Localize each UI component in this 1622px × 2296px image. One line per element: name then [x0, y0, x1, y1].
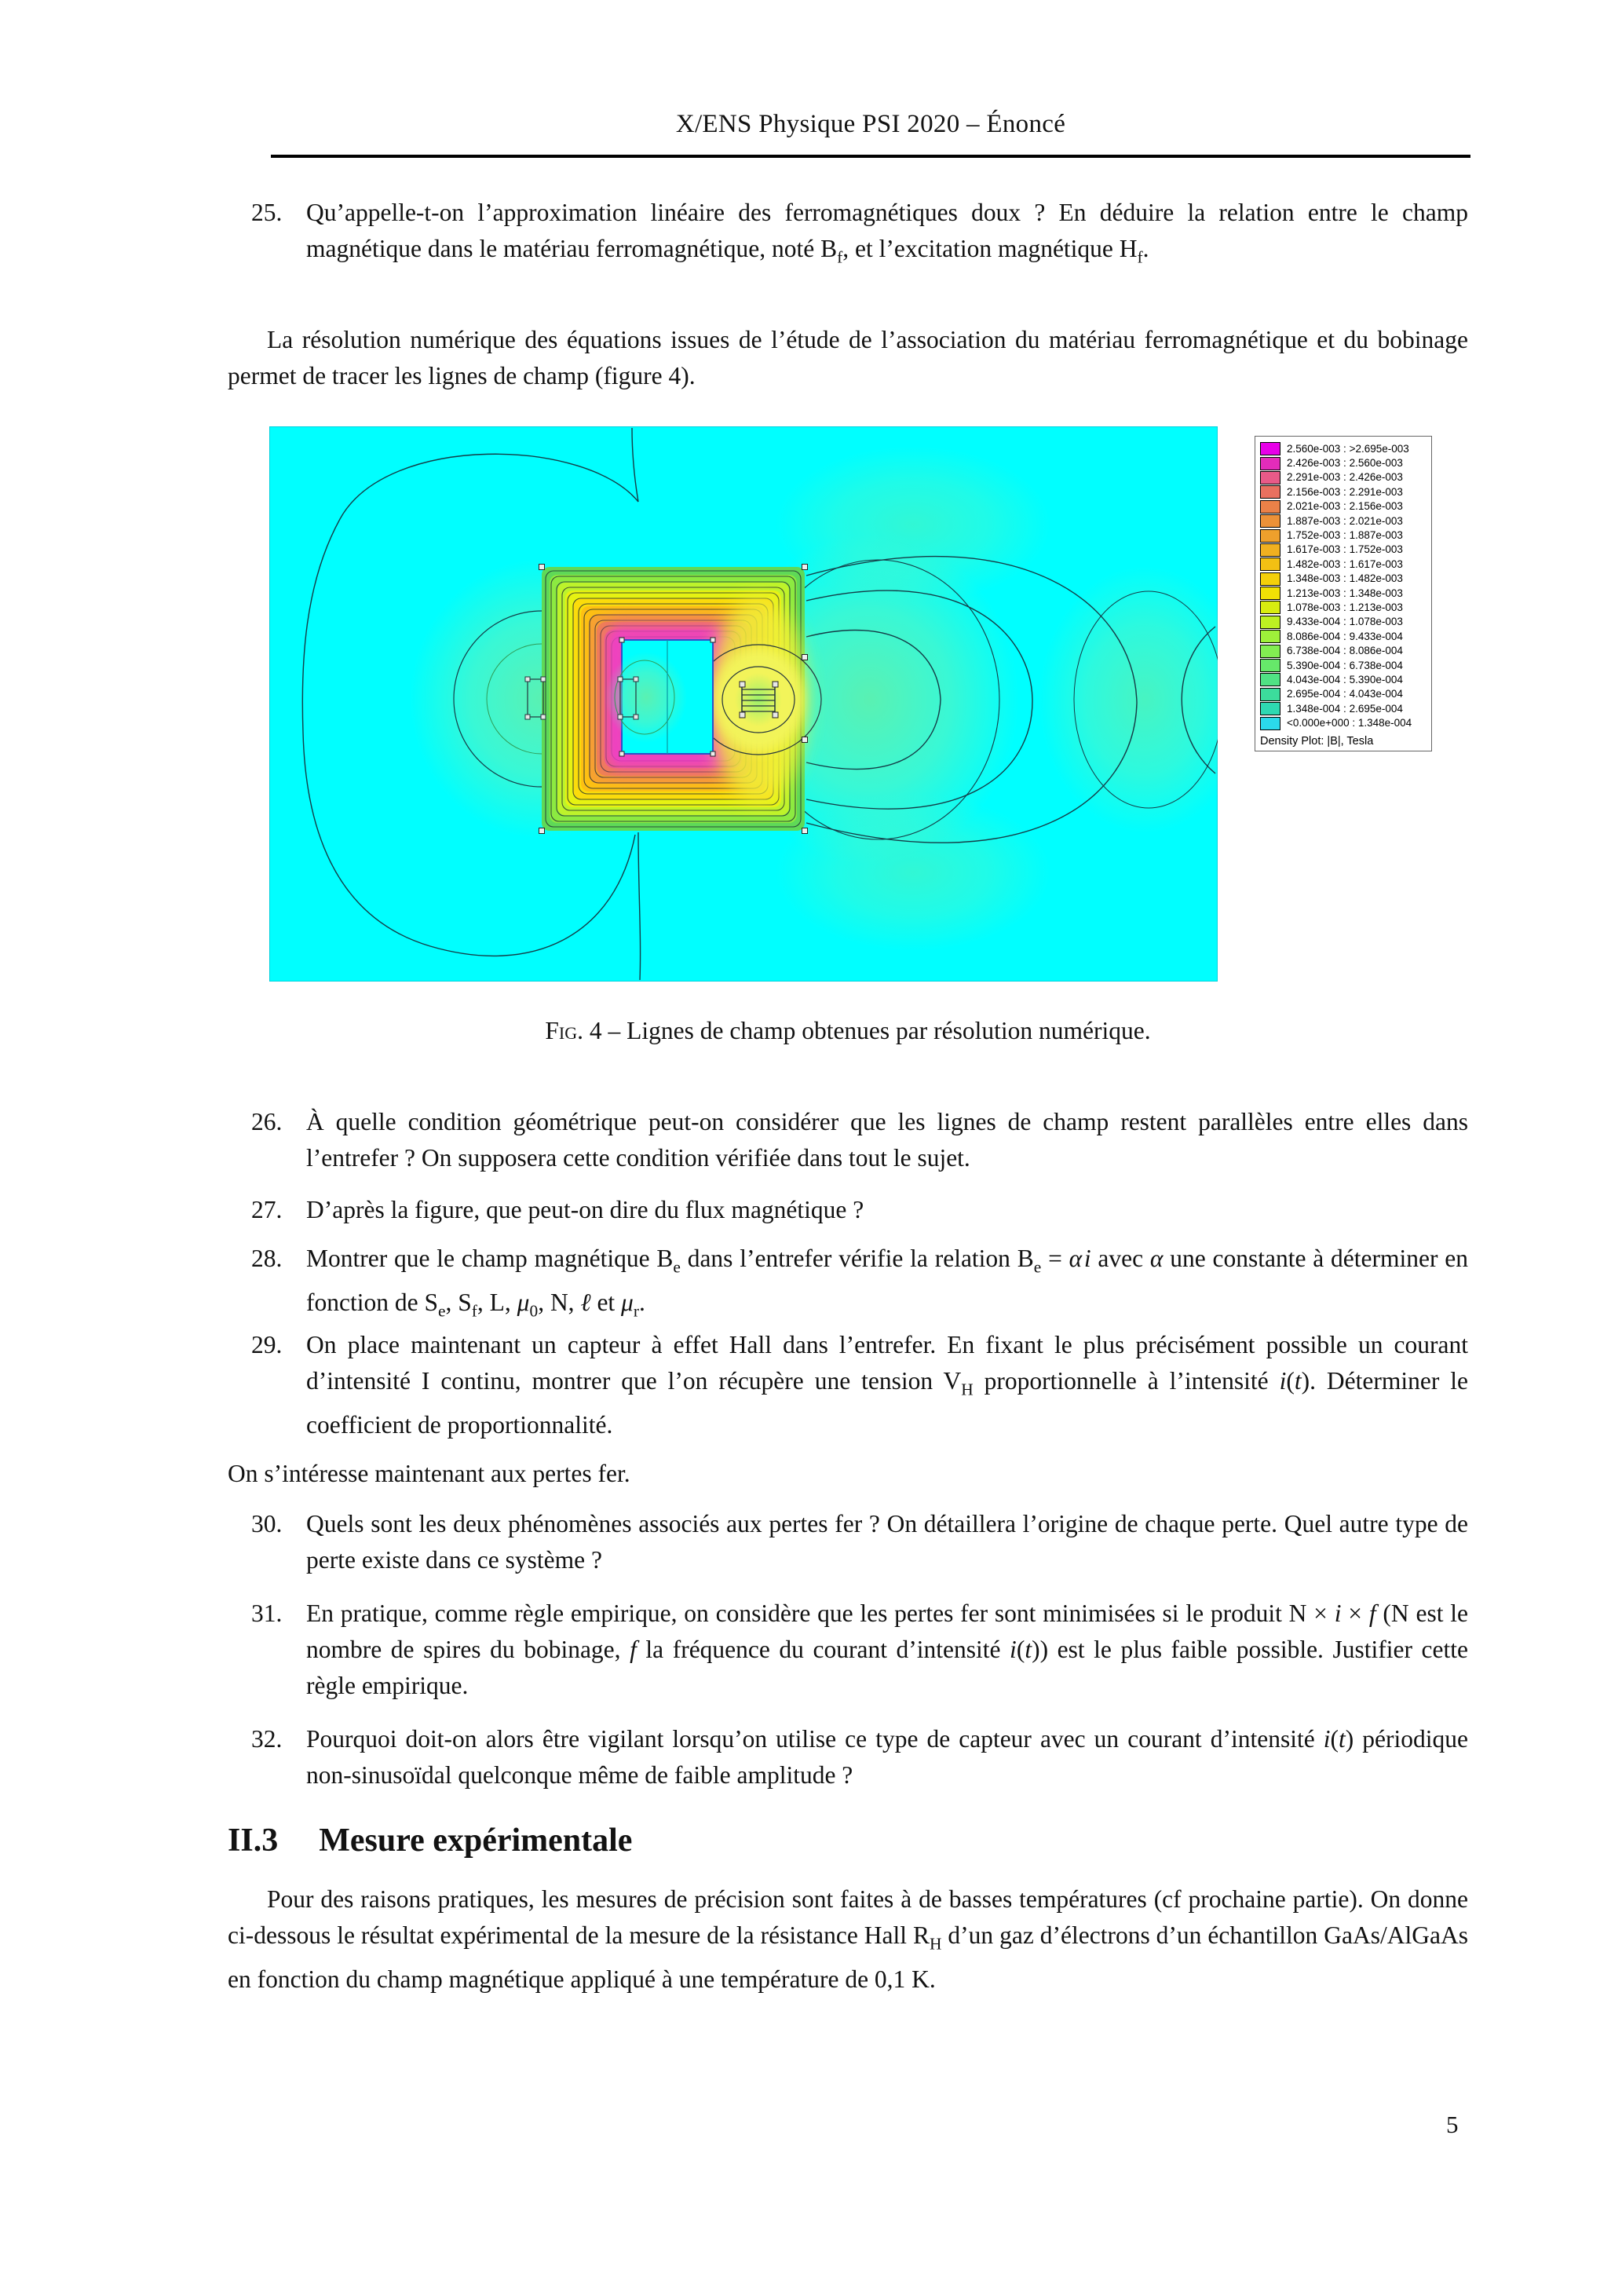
header-rule [271, 155, 1470, 158]
legend-swatch [1260, 543, 1280, 557]
legend-label: 1.348e-004 : 2.695e-004 [1287, 702, 1403, 715]
interlude-paragraph: On s’intéresse maintenant aux pertes fer. [228, 1460, 630, 1487]
field-plot-svg [269, 426, 1218, 982]
section-title: Mesure expérimentale [319, 1823, 633, 1859]
section-number: II.3 [228, 1823, 279, 1859]
legend-swatch [1260, 659, 1280, 672]
legend-label: 2.291e-003 : 2.426e-003 [1287, 471, 1403, 484]
question-number: 27. [251, 1196, 283, 1223]
legend-label: 9.433e-004 : 1.078e-003 [1287, 616, 1403, 628]
question-number: 30. [251, 1510, 283, 1537]
legend-label: 2.021e-003 : 2.156e-003 [1287, 500, 1403, 513]
legend-swatch [1260, 645, 1280, 658]
legend-label: 8.086e-004 : 9.433e-004 [1287, 630, 1403, 642]
question-text: D’après la figure, que peut-on dire du flux magnétique ? [306, 1196, 864, 1223]
legend-label: <0.000e+000 : 1.348e-004 [1287, 717, 1412, 729]
legend-entry [1260, 455, 1428, 470]
legend-swatch [1260, 601, 1280, 614]
legend-entry [1260, 514, 1428, 528]
legend-entry [1260, 687, 1428, 701]
question-32 [228, 1721, 1468, 1793]
question-text: En pratique, comme règle empirique, on considère que les pertes fer sont minimisées si le produit N × i × f (N est le nombre de spires du bobinage, f la fréquence du courant d’intensité i(t)) est le plus faible possible. Justifier cette règle empirique. [306, 1600, 1468, 1699]
legend-label: 2.426e-003 : 2.560e-003 [1287, 457, 1403, 470]
legend-label: 5.390e-004 : 6.738e-004 [1287, 659, 1403, 671]
legend-swatch [1260, 702, 1280, 715]
legend-label: 1.482e-003 : 1.617e-003 [1287, 558, 1403, 570]
legend-swatch [1260, 688, 1280, 701]
paragraph-mesure: Pour des raisons pratiques, les mesures de précision sont faites à de basses températures (cf prochaine partie). On donne ci-dessous le résultat expérimental de la mesure de la résistance Hall $R_H$ d’un gaz d’électrons d’un échantillon GaAs/AlGaAs en fonction du champ magnétique appliqué à une température de 0,1 K. [228, 1885, 1468, 1994]
legend-swatch [1260, 442, 1280, 455]
legend-swatch [1260, 514, 1280, 528]
legend-entry [1260, 543, 1428, 557]
legend-entry [1260, 658, 1428, 672]
paragraph-resolution: La résolution numérique des équations issues de l’étude de l’association du matériau ferromagnétique et du bobinage permet de tracer les lignes de champ (figure 4). [228, 326, 1468, 389]
legend-swatch [1260, 485, 1280, 499]
question-27 [228, 1192, 1468, 1228]
legend-entry [1260, 672, 1428, 686]
legend-label: 2.560e-003 : >2.695e-003 [1287, 442, 1409, 455]
question-text: On place maintenant un capteur à effet Hall dans l’entrefer. En fixant le plus précisément possible un courant d’intensité I continu, montrer que l’on récupère une tension $V_H$ proportionnelle à l’intensité i(t). Déterminer le coefficient de proportionnalité. [306, 1331, 1469, 1439]
question-number: 31. [251, 1600, 283, 1627]
question-number: 25. [251, 199, 283, 226]
legend-entry [1260, 586, 1428, 600]
legend-entry [1260, 557, 1428, 571]
legend-entry [1260, 715, 1428, 729]
question-number: 32. [251, 1725, 283, 1753]
legend-label: 1.752e-003 : 1.887e-003 [1287, 529, 1403, 542]
question-text: Quels sont les deux phénomènes associés aux pertes fer ? On détaillera l’origine de chaque perte. Quel autre type de perte existe dans ce système ? [306, 1510, 1468, 1574]
legend-swatch [1260, 630, 1280, 643]
question-25 [228, 195, 1468, 275]
question-28 [228, 1241, 1468, 1329]
question-31 [228, 1596, 1468, 1704]
legend-swatch [1260, 471, 1280, 484]
page-number: 5 [1446, 2111, 1459, 2138]
question-number: 26. [251, 1108, 283, 1135]
legend-swatch [1260, 717, 1280, 730]
figure-legend [1255, 436, 1432, 751]
window [605, 640, 713, 754]
section-heading [228, 1822, 1468, 1859]
legend-swatch [1260, 558, 1280, 571]
legend-label: 1.887e-003 : 2.021e-003 [1287, 514, 1403, 527]
legend-entry [1260, 572, 1428, 586]
legend-entry [1260, 528, 1428, 542]
legend-label: 1.078e-003 : 1.213e-003 [1287, 601, 1403, 613]
legend-entry [1260, 615, 1428, 629]
legend-label: 4.043e-004 : 5.390e-004 [1287, 673, 1403, 686]
legend-entry [1260, 470, 1428, 484]
legend-swatch [1260, 616, 1280, 629]
legend-swatch [1260, 529, 1280, 543]
question-number: 28. [251, 1245, 283, 1272]
legend-rows [1260, 441, 1428, 730]
question-text: À quelle condition géométrique peut-on considérer que les lignes de champ restent parallèles entre elles dans l’entrefer ? On supposera cette condition vérifiée dans tout le sujet. [306, 1108, 1468, 1172]
legend-swatch [1260, 673, 1280, 686]
question-29 [228, 1327, 1468, 1443]
legend-entry [1260, 629, 1428, 643]
legend-label: 2.156e-003 : 2.291e-003 [1287, 485, 1403, 498]
legend-label: 6.738e-004 : 8.086e-004 [1287, 645, 1403, 657]
legend-label: 1.617e-003 : 1.752e-003 [1287, 543, 1403, 556]
legend-swatch [1260, 457, 1280, 470]
question-text: Qu’appelle-t-on l’approximation linéaire des ferromagnétiques doux ? En déduire la relation entre le champ magnétique dans le matériau ferromagnétique, noté $B_f$, et l’excitation magnétique $H_f$. [306, 199, 1468, 267]
legend-entry [1260, 499, 1428, 514]
legend-swatch [1260, 587, 1280, 600]
question-text: Montrer que le champ magnétique $B_e$ dans l’entrefer vérifie la relation $B_e = \alpha$ i avec α une constante à déterminer en fonction de $S_e$, $S_f$, L, $\mu_0$, N, ℓ et $\mu_r$. [306, 1245, 1469, 1321]
legend-swatch [1260, 572, 1280, 586]
legend-swatch [1260, 500, 1280, 514]
figure-caption: Fig. 4 – Lignes de champ obtenues par résolution numérique. [545, 1017, 1151, 1044]
legend-entry [1260, 441, 1428, 455]
legend-entry [1260, 600, 1428, 614]
question-text: Pourquoi doit-on alors être vigilant lorsqu’on utilise ce type de capteur avec un courant d’intensité i(t) périodique non-sinusoïdal quelconque même de faible amplitude ? [306, 1725, 1468, 1789]
figure-4-plot [269, 426, 1218, 985]
question-26 [228, 1104, 1468, 1176]
legend-label: 1.213e-003 : 1.348e-003 [1287, 587, 1403, 599]
legend-title: Density Plot: |B|, Tesla [1260, 734, 1374, 748]
legend-entry [1260, 484, 1428, 499]
page-header-title: X/ENS Physique PSI 2020 – Énoncé [675, 110, 1066, 138]
legend-label: 1.348e-003 : 1.482e-003 [1287, 572, 1403, 585]
legend-entry [1260, 643, 1428, 657]
legend-entry [1260, 701, 1428, 715]
question-30 [228, 1506, 1468, 1578]
question-number: 29. [251, 1331, 283, 1358]
legend-label: 2.695e-004 : 4.043e-004 [1287, 688, 1403, 700]
